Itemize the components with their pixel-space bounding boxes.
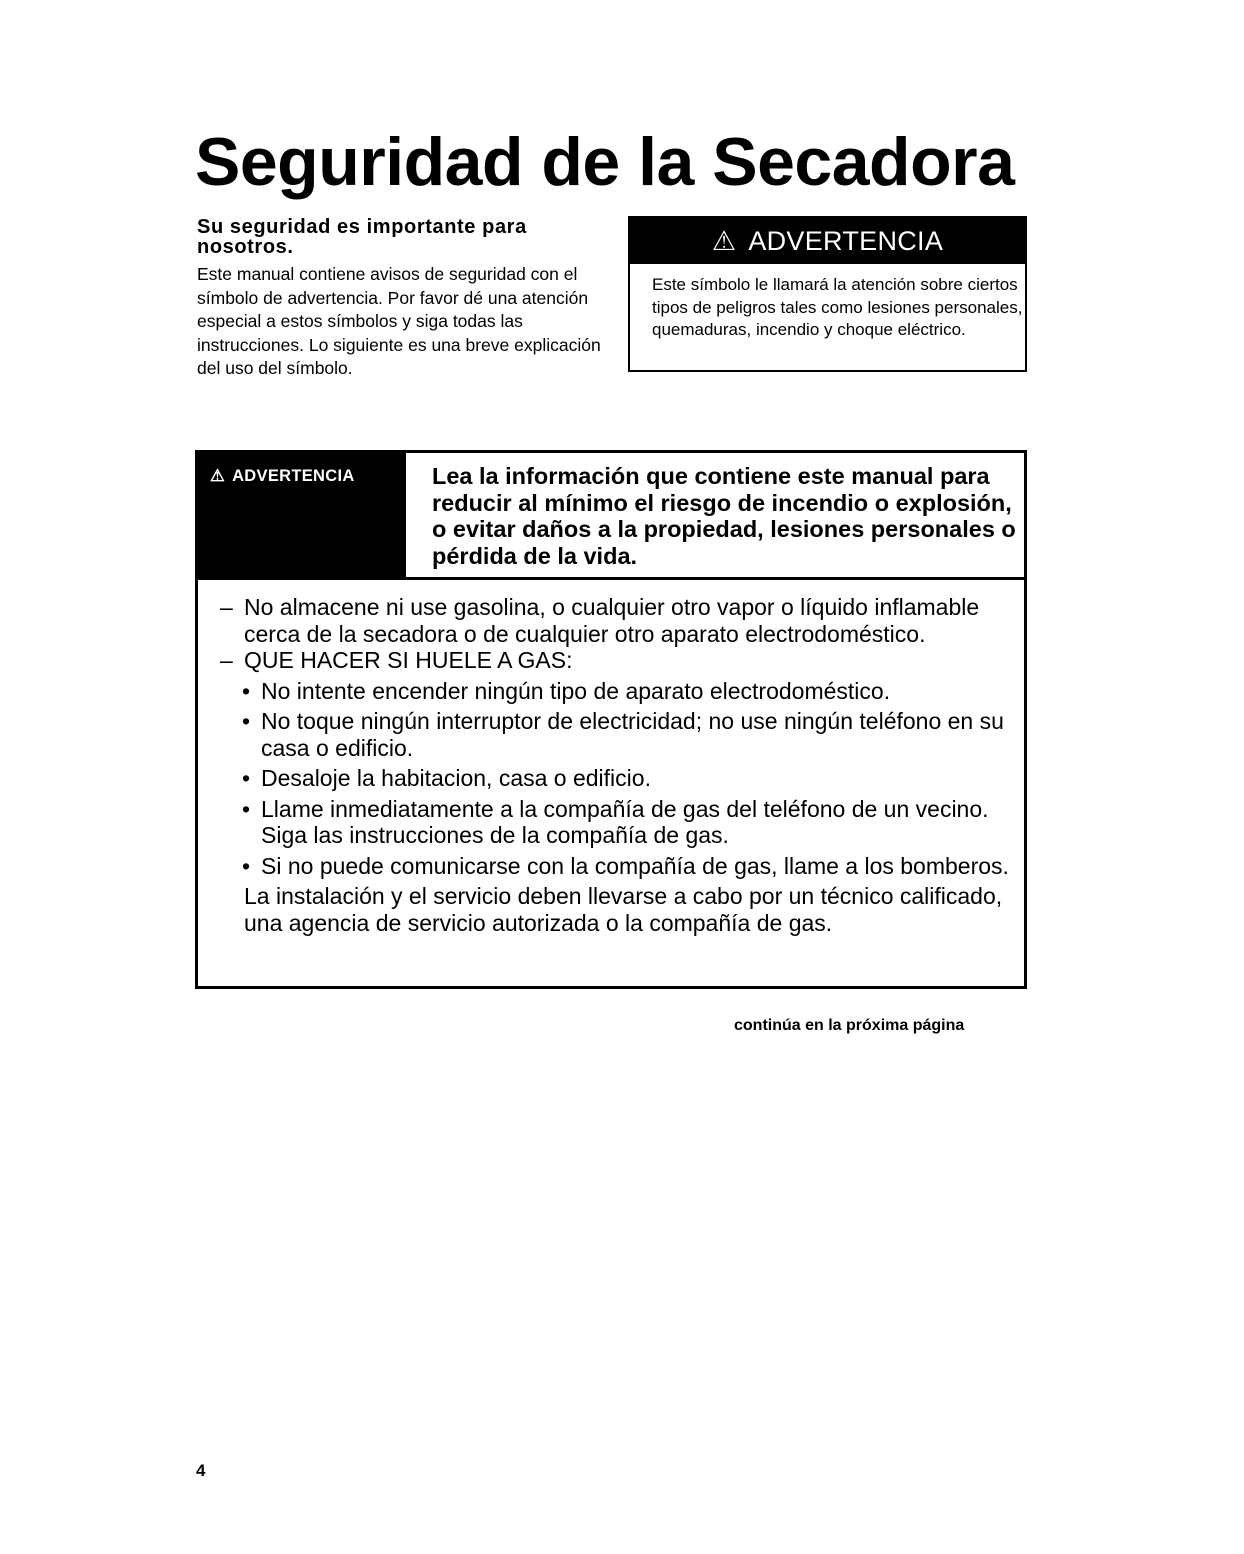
intro-body: Este manual contiene avisos de seguridad con el símbolo de advertencia. Por favor dé una atención especial a estos símbolos y siga todas las instrucciones. Lo siguiente es una breve explicación del uso del símbolo.: [197, 264, 601, 378]
warning-label: ADVERTENCIA: [232, 467, 355, 485]
bullet-item: • Si no puede comunicarse con la compañía de gas, llame a los bomberos.: [242, 852, 1009, 879]
symbol-banner-label: ADVERTENCIA: [748, 225, 944, 256]
page-number: 4: [196, 1461, 206, 1480]
dash-item: – No almacene ni use gasolina, o cualquier otro vapor o líquido inflamable cerca de la secadora o de cualquier otro aparato electrodoméstico.: [220, 594, 980, 647]
symbol-banner: [630, 218, 1025, 264]
safety-warning-box: [195, 450, 1027, 989]
warning-triangle-icon: ⚠: [210, 467, 226, 485]
warning-label-block: [198, 453, 406, 579]
bullet-item: • Llame inmediatamente a la compañía de gas del teléfono de un vecino. Siga las instrucciones de la compañía de gas.: [242, 795, 989, 848]
intro-heading: Su seguridad es importante para nosotros.: [197, 216, 527, 258]
warning-headline: Lea la información que contiene este manual para reducir al mínimo el riesgo de incendio o explosión, o evitar daños a la propiedad, lesiones personales o pérdida de la vida.: [432, 463, 1016, 569]
page-title: Seguridad de la Secadora: [195, 124, 1015, 200]
warning-divider: [198, 577, 1024, 580]
warning-triangle-icon: ⚠: [711, 225, 737, 256]
symbol-explanation-text: Este símbolo le llamará la atención sobre ciertos tipos de peligros tales como lesiones personales, quemaduras, incendio y choque eléctrico.: [652, 275, 1023, 339]
closing-paragraph: La instalación y el servicio deben llevarse a cabo por un técnico calificado, una agencia de servicio autorizada o la compañía de gas.: [244, 883, 1003, 936]
bullet-item: • Desaloje la habitacion, casa o edificio.: [242, 765, 651, 791]
warning-symbol-explanation-box: [628, 216, 1027, 372]
intro-section: [197, 217, 607, 381]
dash-item: – QUE HACER SI HUELE A GAS:: [220, 647, 573, 673]
bullet-item: • No intente encender ningún tipo de aparato electrodoméstico.: [242, 677, 891, 704]
continues-note: continúa en la próxima página: [734, 1017, 965, 1034]
bullet-item: • No toque ningún interruptor de electricidad; no use ningún teléfono en su casa o edificio.: [242, 708, 1004, 761]
warning-body: [220, 594, 1020, 936]
